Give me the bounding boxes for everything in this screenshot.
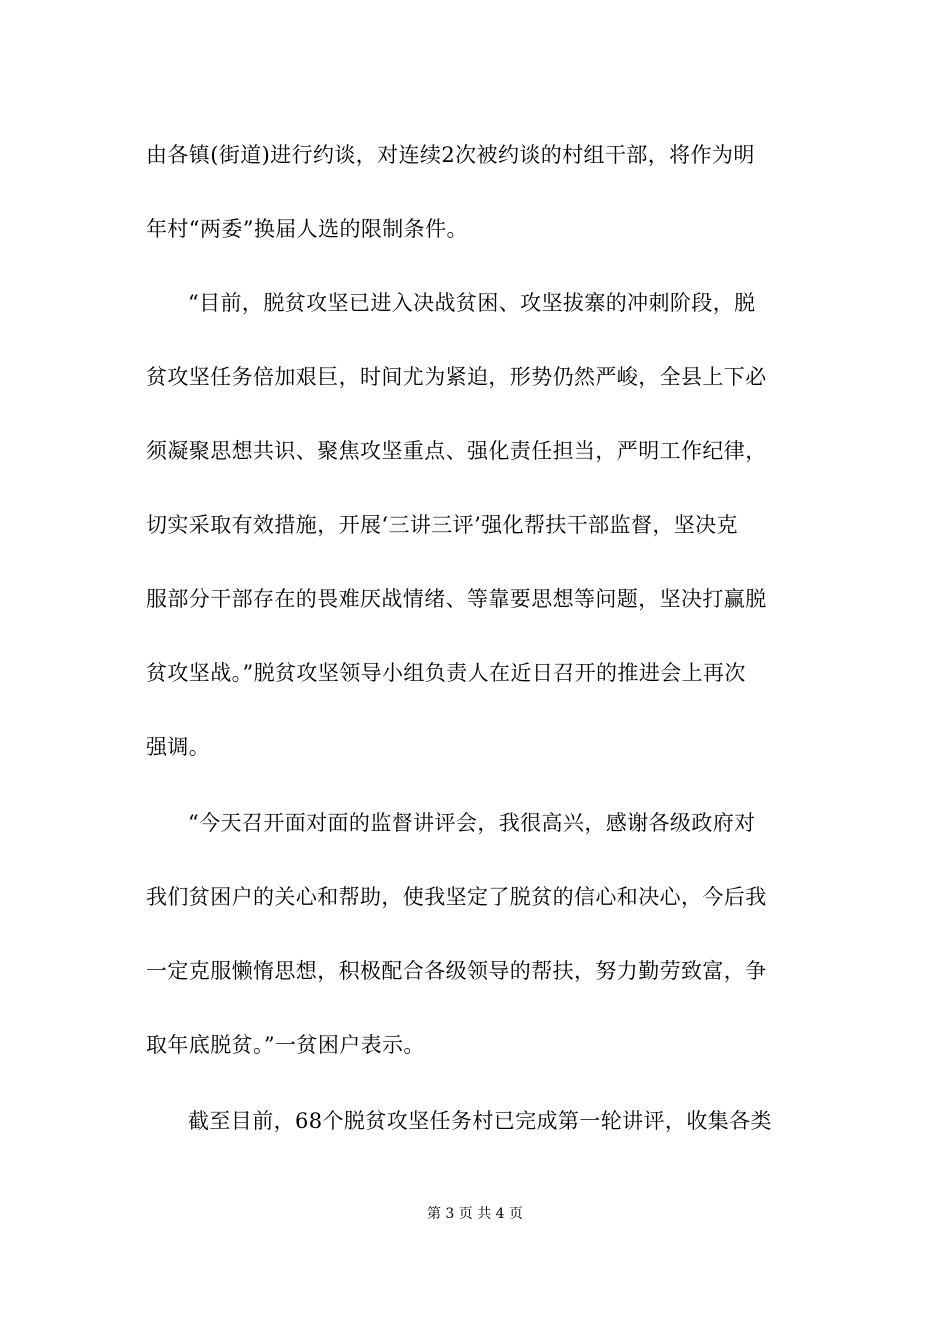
text-line: 贫攻坚战。”脱贫攻坚领导小组负责人在近日召开的推进会上再次 [146,661,746,685]
page-number-footer: 第 3 页 共 4 页 [426,1206,524,1222]
text-line: 由各镇(街道)进行约谈，对连续2次被约谈的村组干部，将作为明 [146,143,755,167]
paragraph-start-line: “目前，脱贫攻坚已进入决战贫困、攻坚拔寨的冲刺阶段，脱 [188,291,756,315]
paragraph-start-line: 截至目前，68个脱贫攻坚任务村已完成第一轮讲评，收集各类 [188,1109,772,1133]
paragraph-start-line: “今天召开面对面的监督讲评会，我很高兴，感谢各级政府对 [188,811,756,835]
text-line: 我们贫困户的关心和帮助，使我坚定了脱贫的信心和决心，今后我 [146,885,767,909]
text-line: 贫攻坚任务倍加艰巨，时间尤为紧迫，形势仍然严峻，全县上下必 [146,365,767,389]
text-line: 须凝聚思想共识、聚焦攻坚重点、强化责任担当，严明工作纪律， [146,439,767,463]
text-line: 一定克服懒惰思想，积极配合各级领导的帮扶，努力勤劳致富，争 [146,959,767,983]
text-line: 取年底脱贫。”一贫困户表示。 [146,1033,425,1057]
text-line: 服部分干部存在的畏难厌战情绪、等靠要思想等问题，坚决打赢脱 [146,587,767,611]
text-line: 强调。 [146,735,211,759]
text-line: 切实采取有效措施，开展‘三讲三评’强化帮扶干部监督，坚决克 [146,513,738,537]
text-line: 年村“两委”换届人选的限制条件。 [146,217,468,241]
